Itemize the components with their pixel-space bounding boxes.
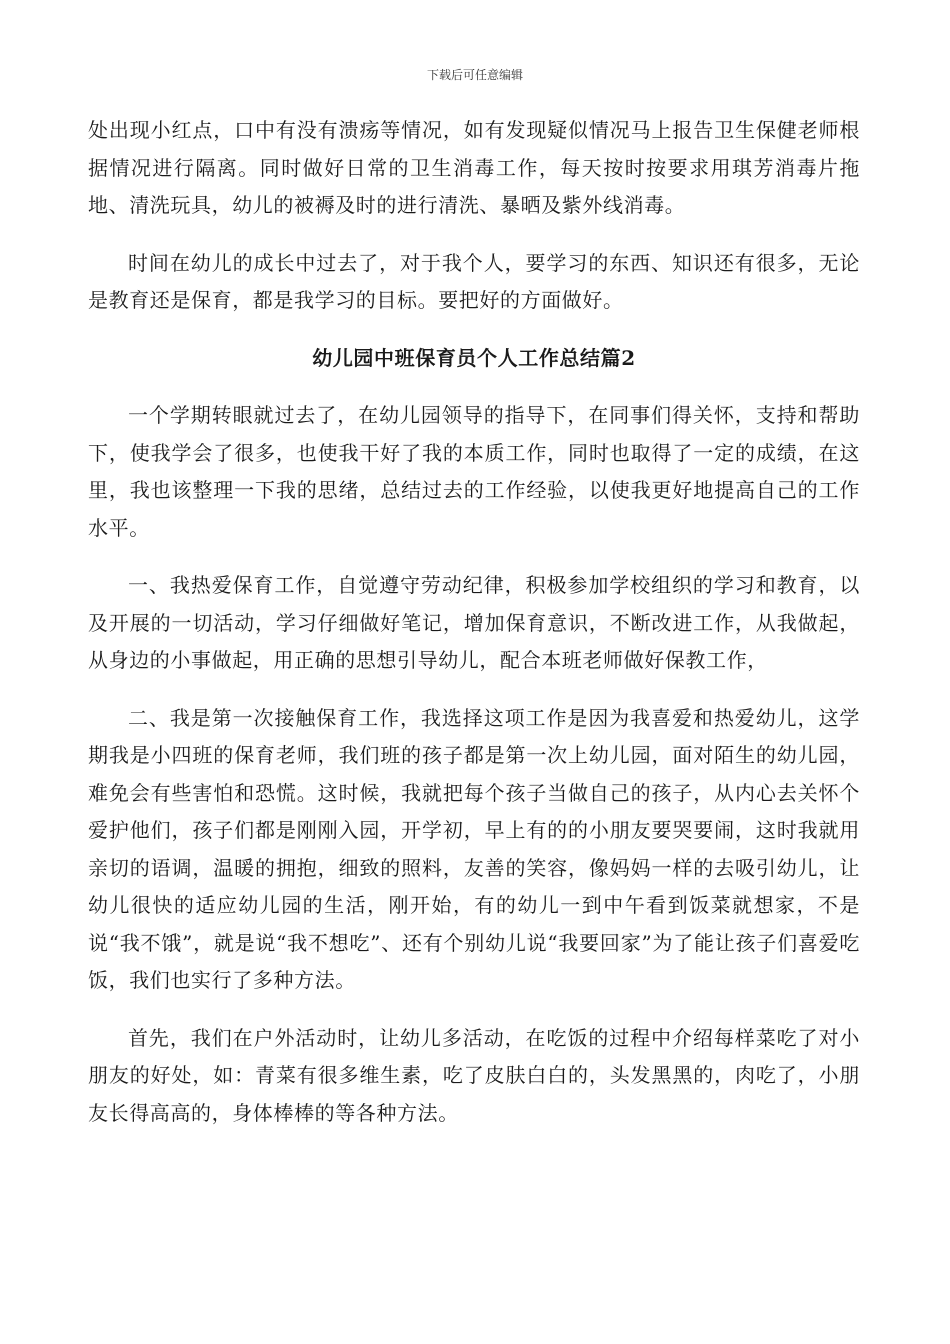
section-title: 幼儿园中班保育员个人工作总结篇2 bbox=[312, 345, 636, 370]
paragraph: 一个学期转眼就过去了，在幼儿园领导的指导下，在同事们得关怀，支持和帮助下，使我学会了很多，也使我干好了我的本质工作，同时也取得了一定的成绩，在这里，我也该整理一下我的思绪，总结过去的工作经验，以使我更好地提高自己的工作水平。 bbox=[88, 403, 860, 540]
paragraph-continued: 处出现小红点，口中有没有溃疡等情况，如有发现疑似情况马上报告卫生保健老师根据情况进行隔离。同时做好日常的卫生消毒工作，每天按时按要求用琪芳消毒片拖地、清洗玩具，幼儿的被褥及时的进行清洗、暴晒及紫外线消毒。 bbox=[88, 118, 860, 217]
document-body bbox=[88, 112, 860, 1152]
paragraph: 时间在幼儿的成长中过去了，对于我个人，要学习的东西、知识还有很多，无论是教育还是保育，都是我学习的目标。要把好的方面做好。 bbox=[88, 250, 860, 312]
header-note: 下载后可任意编辑 bbox=[426, 68, 523, 82]
paragraph: 首先，我们在户外活动时，让幼儿多活动，在吃饭的过程中介绍每样菜吃了对小朋友的好处，如：青菜有很多维生素，吃了皮肤白白的，头发黑黑的，肉吃了，小朋友长得高高的，身体棒棒的等各种方法。 bbox=[88, 1025, 860, 1125]
paragraph: 一、我热爱保育工作，自觉遵守劳动纪律，积极参加学校组织的学习和教育，以及开展的一切活动，学习仔细做好笔记，增加保育意识，不断改进工作，从我做起，从身边的小事做起，用正确的思想引导幼儿，配合本班老师做好保教工作， bbox=[88, 573, 860, 672]
paragraph: 二、我是第一次接触保育工作，我选择这项工作是因为我喜爱和热爱幼儿，这学期我是小四班的保育老师，我们班的孩子都是第一次上幼儿园，面对陌生的幼儿园，难免会有些害怕和恐慌。这时候，我就把每个孩子当做自己的孩子，从内心去关怀个爱护他们，孩子们都是刚刚入园，开学初，早上有的的小朋友要哭要闹，这时我就用亲切的语调，温暖的拥抱，细致的照料，友善的笑容，像妈妈一样的去吸引幼儿，让幼儿很快的适应幼儿园的生活，刚开始，有的幼儿一到中午看到饭菜就想家，不是说“我不饿”，就是说“我不想吃”、还有个别幼儿说“我要回家”为了能让孩子们喜爱吃饭，我们也实行了多种方法。 bbox=[88, 705, 860, 992]
